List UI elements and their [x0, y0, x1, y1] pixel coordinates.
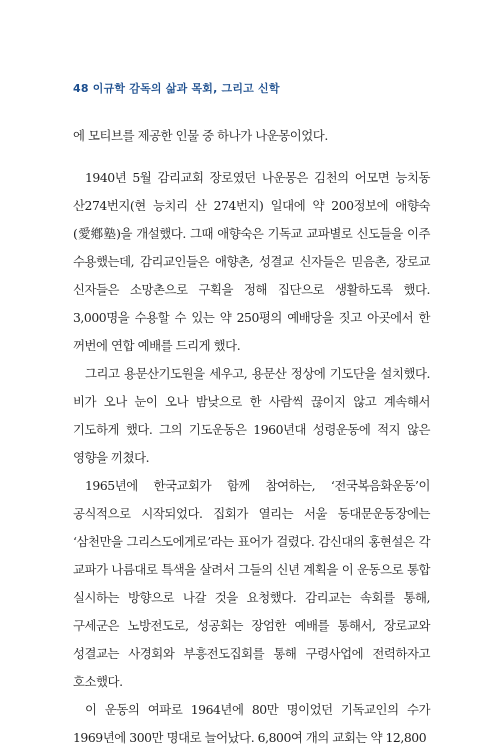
paragraph: 그리고 용문산기도원을 세우고, 용문산 정상에 기도단을 설치했다. 비가 오나 눈이 오나 밤낮으로 한 사람씩 끊이지 않고 계속해서 기도하게 했다. 그의 기도운동은 1960년대 성령운동에 적지 않은 영향을 끼쳤다. [73, 366, 430, 465]
paragraph: 이 운동의 여파로 1964년에 80만 명이었던 기독교인의 수가 1969년에 300만 명대로 늘어났다. 6,800여 개의 교회는 약 12,800 [73, 702, 430, 745]
paragraph: 1940년 5월 감리교회 장로였던 나운몽은 김천의 어모면 능치동 산274번지(현 능치리 산 274번지) 일대에 약 200정보에 애향숙(愛鄕塾)을 개설했다. 그때 애향숙은 기독교 교파별로 신도들을 이주 수용했는데, 감리교인들은 애향촌, 성결교 신자들은 믿음촌, 장로교 신자들은 소망촌으로 구획을 정해 집단으로 생활하도록 했다. 3,000명을 수용할 수 있는 약 250평의 예배당을 짓고 아곳에서 한 꺼번에 연합 예배를 드리게 했다. [73, 170, 430, 353]
body-text [73, 164, 430, 752]
running-header [73, 80, 280, 96]
page-number: 48 [73, 82, 89, 95]
paragraph: 1965년에 한국교회가 함께 참여하는, ‘전국복음화운동’이 공식적으로 시작되었다. 집회가 열리는 서울 동대문운동장에는 ‘삼천만을 그리스도에게로’라는 표어가 걸렸다. 감신대의 홍현설은 각 교파가 나름대로 특색을 살려서 그들의 신년 계획을 이 운동으로 통합 실시하는 방향으로 나갈 것을 요청했다. 감리교는 속회를 통해, 구세군은 노방전도로, 성공회는 장엄한 예배를 통해서, 장로교와 성결교는 사경회와 부흥전도집회를 통해 구령사업에 전력하자고 호소했다. [73, 478, 430, 689]
book-title: 이규학 감독의 삶과 목회, 그리고 신학 [92, 82, 280, 95]
paragraph-continuation: 에 모티브를 제공한 인물 중 하나가 나운몽이었다. [73, 128, 328, 143]
